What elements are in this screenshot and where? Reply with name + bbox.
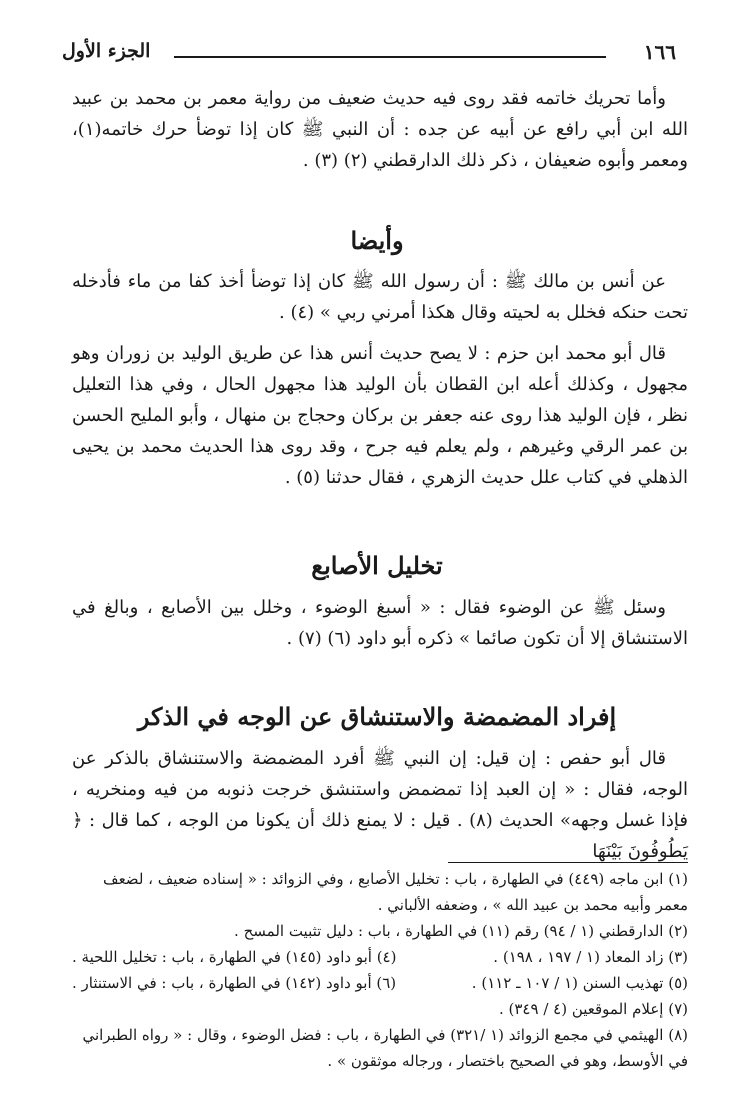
paragraph: قال أبو حفص : إن قيل: إن النبي ﷺ أفرد المضمضة والاستنشاق بالذكر عن الوجه، فقال : « إن العبد إذا تمضمض واستنشق خرجت ذنوبه من فيه ومنخريه ، فإذا غسل وجهه» الحديث (٨) . قيل : لا يمنع ذلك أن يكونا من الوجه ، كما قال : ﴿ يَطُوفُونَ بَيْنَهَا	[72, 748, 688, 862]
section-2-body-2	[72, 338, 688, 493]
paragraph: قال أبو محمد ابن حزم : لا يصح حديث أنس هذا عن طريق الوليد بن زوران وهو مجهول ، وكذلك أعله ابن القطان بأن الوليد هذا مجهول الحال ، وفي هذا التعليل نظر ، فإن الوليد هذا روى عنه جعفر بن بركان وحجاج بن منهال ، وأبو المليح الحسن بن عمر الرقي وغيرهم ، ولم يعلم فيه جرح ، وقد روى هذا الحديث محمد بن يحيى الذهلي في كتاب علل حديث الزهري ، فقال حدثنا (٥) .	[72, 343, 688, 488]
section-heading: وأيضا	[350, 226, 404, 255]
footnote: (٧) إعلام الموقعين (٤ / ٣٤٩) .	[498, 1000, 688, 1018]
footnote-row	[72, 944, 688, 970]
paragraph: وأما تحريك خاتمه فقد روى فيه حديث ضعيف من رواية معمر بن محمد بن عبيد الله ابن أبي رافع عن أبيه عن جده : أن النبي ﷺ كان إذا توضأ حرك خاتمه(١)، ومعمر وأبوه ضعيفان ، ذكر ذلك الدارقطني (٢) (٣) .	[72, 88, 688, 171]
section-2-body	[72, 266, 688, 328]
running-header	[62, 40, 676, 70]
footnote-rule	[448, 862, 688, 863]
footnote: (١) ابن ماجه (٤٤٩) في الطهارة ، باب : تخليل الأصابع ، وفي الزوائد : « إسناده ضعيف ، لضعف معمر وأبيه محمد بن عبيد الله » ، وضعفه الألباني .	[103, 870, 688, 914]
header-rule	[174, 56, 606, 58]
section-heading: إفراد المضمضة والاستنشاق عن الوجه في الذكر	[137, 702, 617, 731]
section-heading: تخليل الأصابع	[311, 551, 443, 580]
footnote: (٢) الدارقطني (١ / ٩٤) رقم (١١) في الطهارة ، باب : دليل تثبيت المسح .	[234, 922, 688, 940]
page-number: ١٦٦	[643, 40, 676, 64]
footnote: (٦) أبو داود (١٤٢) في الطهارة ، باب : في الاستنثار .	[72, 974, 397, 992]
section-4-body	[72, 743, 688, 867]
section-3-body	[72, 592, 688, 654]
footnote: (٤) أبو داود (١٤٥) في الطهارة ، باب : تخليل اللحية .	[72, 948, 397, 966]
footnote: (٥) تهذيب السنن (١ / ١٠٧ ـ ١١٢) .	[471, 974, 688, 992]
section-1-body	[72, 83, 688, 176]
paragraph: وسئل ﷺ عن الوضوء فقال : « أسبغ الوضوء ، وخلل بين الأصابع ، وبالغ في الاستنشاق إلا أن تكون صائما » ذكره أبو داود (٦) (٧) .	[72, 597, 688, 649]
paragraph: عن أنس بن مالك ﷺ : أن رسول الله ﷺ كان إذا توضأ أخذ كفا من ماء فأدخله تحت حنكه فخلل به لحيته وقال هكذا أمرني ربي » (٤) .	[72, 271, 688, 323]
part-title: الجزء الأول	[62, 40, 151, 62]
footnote-row	[72, 970, 688, 996]
footnote: (٣) زاد المعاد (١ / ١٩٧ ، ١٩٨) .	[493, 948, 688, 966]
footnote: (٨) الهيثمي في مجمع الزوائد (١ /٣٢١) في الطهارة ، باب : فضل الوضوء ، وقال : « رواه الطبراني في الأوسط، وهو في الصحيح باختصار ، ورجاله موثقون » .	[82, 1026, 688, 1070]
footnotes	[72, 866, 688, 1074]
